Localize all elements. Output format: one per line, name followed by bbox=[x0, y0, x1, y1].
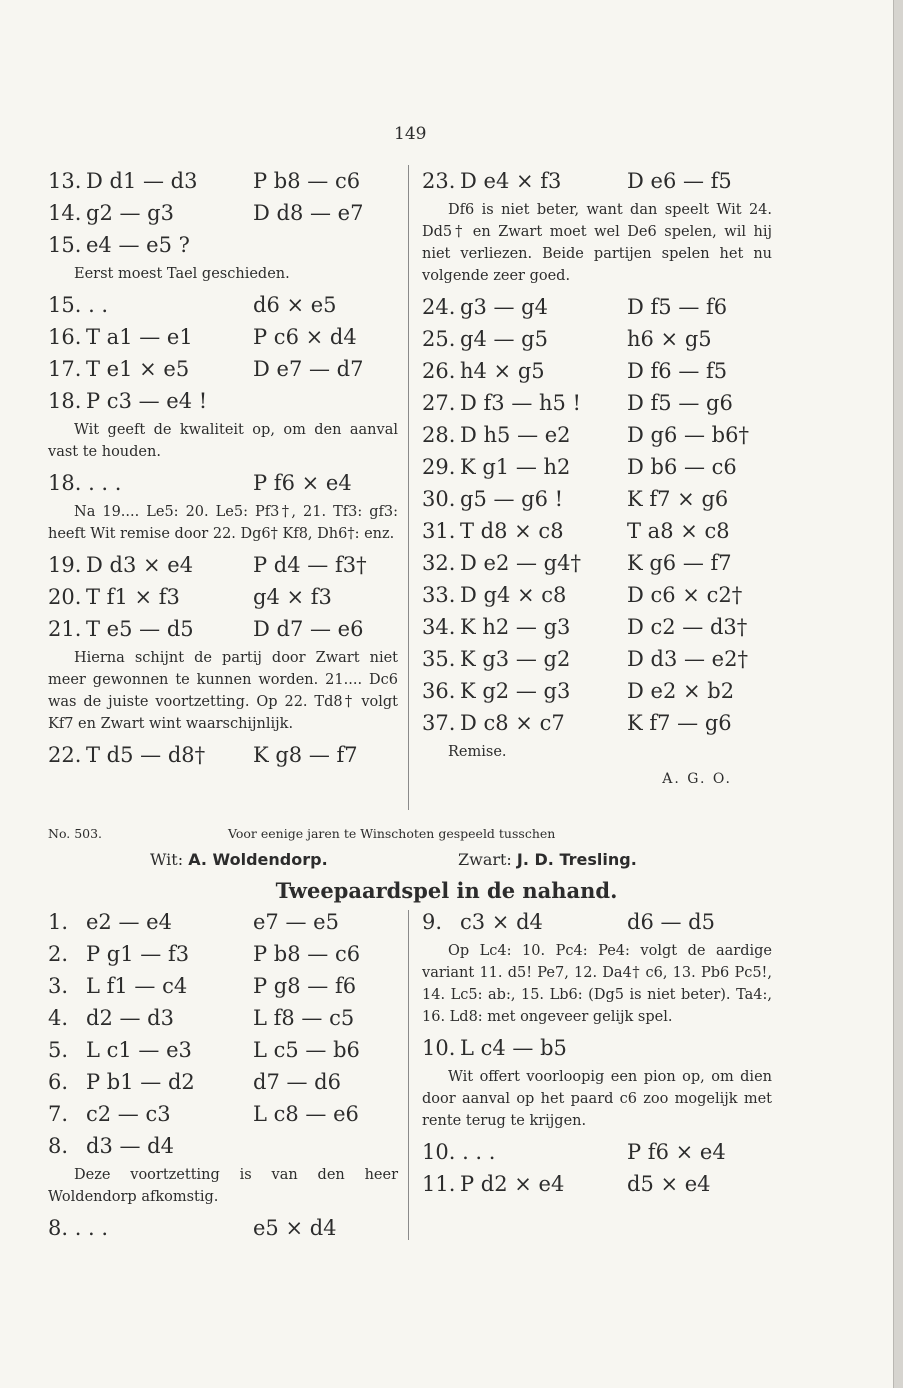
black-move: e5 × d4 bbox=[253, 1216, 337, 1240]
move-number: 25. bbox=[422, 327, 456, 351]
black-move: P g8 — f6 bbox=[253, 974, 357, 998]
white-move: g3 — g4 bbox=[460, 295, 548, 319]
column-bottom-left bbox=[48, 906, 398, 1244]
white-move: D e2 — g4† bbox=[460, 551, 581, 575]
white-move: h4 × g5 bbox=[460, 359, 545, 383]
black-move: D c6 × c2† bbox=[627, 583, 743, 607]
white-move: D c8 × c7 bbox=[460, 711, 565, 735]
black-move: P f6 × e4 bbox=[253, 471, 352, 495]
move-number: 18. bbox=[48, 389, 82, 413]
move-number: 15. . . bbox=[48, 293, 109, 317]
white-move: P g1 — f3 bbox=[86, 942, 190, 966]
annotator-signature: A. G. O. bbox=[662, 771, 732, 787]
move-row bbox=[48, 353, 398, 385]
game-number: No. 503. bbox=[48, 826, 103, 841]
move-number: 22. bbox=[48, 743, 82, 767]
move-row bbox=[422, 419, 772, 451]
white-move: T e5 — d5 bbox=[86, 617, 194, 641]
move-number: 9. bbox=[422, 910, 443, 934]
move-number: 6. bbox=[48, 1070, 69, 1094]
white-player bbox=[150, 850, 328, 869]
move-number: 19. bbox=[48, 553, 82, 577]
move-number: 3. bbox=[48, 974, 69, 998]
white-move: e4 — e5 ? bbox=[86, 233, 190, 257]
move-number: 13. bbox=[48, 169, 82, 193]
black-move: h6 × g5 bbox=[627, 327, 712, 351]
black-move: P c6 × d4 bbox=[253, 325, 357, 349]
move-row bbox=[422, 451, 772, 483]
move-number: 24. bbox=[422, 295, 456, 319]
move-number: 17. bbox=[48, 357, 82, 381]
column-bottom-right bbox=[422, 906, 772, 1200]
white-move: d2 — d3 bbox=[86, 1006, 174, 1030]
white-move: P d2 × e4 bbox=[460, 1172, 565, 1196]
white-move: D h5 — e2 bbox=[460, 423, 571, 447]
annotation: Op Lc4: 10. Pc4: Pe4: volgt de aardige variant 11. d5! Pe7, 12. Da4† c6, 13. Pb6 Pc5!, 14. Lc5: ab:, 15. Lb6: (Dg5 is niet beter). Ta4:, 16. Ld8: met ongeveer gelijk spel. bbox=[422, 943, 772, 1025]
white-move: T e1 × e5 bbox=[86, 357, 190, 381]
move-number: 31. bbox=[422, 519, 456, 543]
white-move: K g2 — g3 bbox=[460, 679, 571, 703]
black-move: D f5 — g6 bbox=[627, 391, 733, 415]
white-move: L c4 — b5 bbox=[460, 1036, 567, 1060]
annotation: Wit offert voorloopig een pion op, om dien door aanval op het paard c6 zoo mogelijk met rente terug te krijgen. bbox=[422, 1069, 772, 1129]
white-move: T a1 — e1 bbox=[86, 325, 193, 349]
white-move: g4 — g5 bbox=[460, 327, 548, 351]
move-row bbox=[422, 387, 772, 419]
black-move: P b8 — c6 bbox=[253, 169, 361, 193]
game-description: Voor eenige jaren te Winschoten gespeeld tusschen bbox=[228, 826, 556, 841]
move-row bbox=[48, 1098, 398, 1130]
move-number: 20. bbox=[48, 585, 82, 609]
move-row bbox=[422, 547, 772, 579]
move-number: 16. bbox=[48, 325, 82, 349]
page-edge bbox=[893, 0, 903, 1388]
annotation: Remise. bbox=[448, 744, 507, 760]
annotation: Deze voortzetting is van den heer Woldendorp afkomstig. bbox=[48, 1167, 398, 1205]
move-number: 5. bbox=[48, 1038, 69, 1062]
white-move: T d8 × c8 bbox=[460, 519, 564, 543]
move-number: 8. bbox=[48, 1134, 69, 1158]
move-number: 1. bbox=[48, 910, 69, 934]
move-row bbox=[422, 579, 772, 611]
move-row bbox=[48, 385, 398, 417]
move-row bbox=[48, 613, 398, 645]
move-number: 28. bbox=[422, 423, 456, 447]
opening-title: Tweepaardspel in de nahand. bbox=[275, 878, 618, 903]
black-name: J. D. Tresling. bbox=[516, 850, 637, 869]
black-move: d5 × e4 bbox=[627, 1172, 711, 1196]
black-move: T a8 × c8 bbox=[627, 519, 730, 543]
white-move: P b1 — d2 bbox=[86, 1070, 195, 1094]
move-number: 11. bbox=[422, 1172, 456, 1196]
move-row bbox=[48, 1034, 398, 1066]
annotation: Eerst moest Tael geschieden. bbox=[74, 266, 290, 282]
column-top-left bbox=[48, 165, 398, 771]
black-move: D e2 × b2 bbox=[627, 679, 735, 703]
black-move: D e6 — f5 bbox=[627, 169, 732, 193]
black-move: d6 — d5 bbox=[627, 910, 715, 934]
move-number: 4. bbox=[48, 1006, 69, 1030]
annotation: Hierna schijnt de partij door Zwart niet meer gewonnen te kunnen worden. 21.... Dc6 was de juiste voortzetting. Op 22. Td8† volgt Kf7 en Zwart wint waarschijnlijk. bbox=[48, 650, 398, 732]
move-row bbox=[48, 970, 398, 1002]
white-move: D g4 × c8 bbox=[460, 583, 567, 607]
move-number: 14. bbox=[48, 201, 82, 225]
move-row bbox=[422, 1168, 772, 1200]
move-number: 10. . . . bbox=[422, 1140, 496, 1164]
black-move: K f7 × g6 bbox=[627, 487, 729, 511]
move-row bbox=[48, 467, 398, 499]
white-move: g5 — g6 ! bbox=[460, 487, 564, 511]
move-row bbox=[422, 643, 772, 675]
move-number: 23. bbox=[422, 169, 456, 193]
white-move: T d5 — d8† bbox=[86, 743, 206, 767]
white-move: d3 — d4 bbox=[86, 1134, 174, 1158]
move-row bbox=[48, 321, 398, 353]
move-row bbox=[48, 938, 398, 970]
white-move: T f1 × f3 bbox=[86, 585, 180, 609]
white-move: e2 — e4 bbox=[86, 910, 172, 934]
move-row bbox=[422, 515, 772, 547]
black-move: D d7 — e6 bbox=[253, 617, 364, 641]
black-move: D f6 — f5 bbox=[627, 359, 728, 383]
column-divider-top bbox=[408, 165, 409, 810]
move-row bbox=[48, 1130, 398, 1162]
move-row bbox=[422, 906, 772, 938]
black-move: L f8 — c5 bbox=[253, 1006, 355, 1030]
black-move: P d4 — f3† bbox=[253, 553, 367, 577]
move-number: 30. bbox=[422, 487, 456, 511]
black-move: D b6 — c6 bbox=[627, 455, 737, 479]
annotation: Na 19.... Le5: 20. Le5: Pf3†, 21. Tf3: gf3: heeft Wit remise door 22. Dg6† Kf8, Dh6†: enz. bbox=[48, 504, 398, 542]
move-number: 7. bbox=[48, 1102, 69, 1126]
move-row bbox=[48, 1066, 398, 1098]
white-move: K g3 — g2 bbox=[460, 647, 571, 671]
move-number: 2. bbox=[48, 942, 69, 966]
black-move: K g6 — f7 bbox=[627, 551, 732, 575]
annotation: Wit geeft de kwaliteit op, om den aanval vast te houden. bbox=[48, 422, 398, 460]
move-row bbox=[422, 611, 772, 643]
move-row bbox=[48, 1212, 398, 1244]
move-row bbox=[48, 165, 398, 197]
move-row bbox=[48, 739, 398, 771]
move-number: 21. bbox=[48, 617, 82, 641]
column-top-right bbox=[422, 165, 772, 787]
move-number: 26. bbox=[422, 359, 456, 383]
black-player bbox=[458, 850, 637, 869]
move-row bbox=[422, 291, 772, 323]
white-move: D f3 — h5 ! bbox=[460, 391, 581, 415]
white-move: g2 — g3 bbox=[86, 201, 174, 225]
black-move: L c8 — e6 bbox=[253, 1102, 359, 1126]
white-move: P c3 — e4 ! bbox=[86, 389, 208, 413]
move-row bbox=[422, 355, 772, 387]
black-move: K f7 — g6 bbox=[627, 711, 732, 735]
black-move: D d3 — e2† bbox=[627, 647, 748, 671]
move-row bbox=[48, 1002, 398, 1034]
move-number: 32. bbox=[422, 551, 456, 575]
black-move: P f6 × e4 bbox=[627, 1140, 726, 1164]
move-number: 33. bbox=[422, 583, 456, 607]
move-number: 36. bbox=[422, 679, 456, 703]
move-number: 15. bbox=[48, 233, 82, 257]
move-row bbox=[422, 675, 772, 707]
white-move: L f1 — c4 bbox=[86, 974, 188, 998]
white-name: A. Woldendorp. bbox=[188, 850, 328, 869]
black-move: d7 — d6 bbox=[253, 1070, 341, 1094]
column-divider-bottom bbox=[408, 910, 409, 1240]
black-move: L c5 — b6 bbox=[253, 1038, 360, 1062]
move-row bbox=[422, 165, 772, 197]
move-number: 37. bbox=[422, 711, 456, 735]
black-move: D f5 — f6 bbox=[627, 295, 728, 319]
black-label: Zwart: bbox=[458, 850, 512, 869]
white-move: K h2 — g3 bbox=[460, 615, 571, 639]
move-row bbox=[48, 197, 398, 229]
move-number: 34. bbox=[422, 615, 456, 639]
white-move: D e4 × f3 bbox=[460, 169, 562, 193]
move-number: 10. bbox=[422, 1036, 456, 1060]
move-row bbox=[422, 483, 772, 515]
move-row bbox=[48, 906, 398, 938]
move-row bbox=[422, 707, 772, 739]
white-move: c3 × d4 bbox=[460, 910, 543, 934]
move-row bbox=[48, 581, 398, 613]
white-move: K g1 — h2 bbox=[460, 455, 571, 479]
white-move: c2 — c3 bbox=[86, 1102, 171, 1126]
move-number: 35. bbox=[422, 647, 456, 671]
white-move: D d3 × e4 bbox=[86, 553, 194, 577]
black-move: P b8 — c6 bbox=[253, 942, 361, 966]
page-number: 149 bbox=[394, 124, 427, 144]
white-move: D d1 — d3 bbox=[86, 169, 198, 193]
move-row bbox=[48, 289, 398, 321]
black-move: g4 × f3 bbox=[253, 585, 332, 609]
move-row bbox=[422, 1032, 772, 1064]
move-row bbox=[422, 1136, 772, 1168]
move-row bbox=[48, 229, 398, 261]
move-number: 27. bbox=[422, 391, 456, 415]
black-move: D e7 — d7 bbox=[253, 357, 364, 381]
black-move: D g6 — b6† bbox=[627, 423, 749, 447]
move-row bbox=[48, 549, 398, 581]
white-label: Wit: bbox=[150, 850, 184, 869]
move-number: 8. . . . bbox=[48, 1216, 109, 1240]
move-number: 18. . . . bbox=[48, 471, 122, 495]
black-move: K g8 — f7 bbox=[253, 743, 358, 767]
black-move: e7 — e5 bbox=[253, 910, 339, 934]
annotation: Df6 is niet beter, want dan speelt Wit 24. Dd5† en Zwart moet wel De6 spelen, wil hij niet verliezen. Beide partijen spelen het nu volgende zeer goed. bbox=[422, 202, 772, 284]
black-move: d6 × e5 bbox=[253, 293, 337, 317]
move-number: 29. bbox=[422, 455, 456, 479]
black-move: D c2 — d3† bbox=[627, 615, 748, 639]
black-move: D d8 — e7 bbox=[253, 201, 364, 225]
move-row bbox=[422, 323, 772, 355]
white-move: L c1 — e3 bbox=[86, 1038, 192, 1062]
